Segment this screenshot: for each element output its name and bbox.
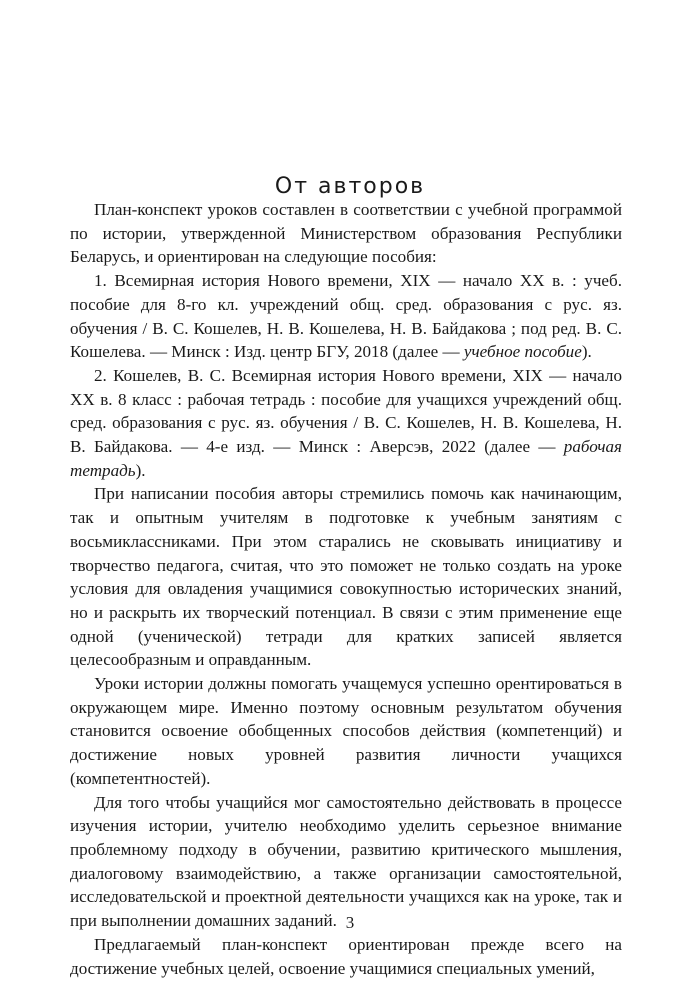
paragraph-plan-orientation: Предлагаемый план-конспект ориентирован прежде всего на достижение учебных целей, освоение учащимися специальных умений, bbox=[70, 934, 622, 978]
paragraph-reference-1: 1. Всемирная история Нового времени, XIX — начало XX в. : учеб. пособие для 8-го кл. учреждений общ. сред. образования с рус. яз. обучения / В. С. Кошелев, Н. В. Кошелева, Н. В. Байдакова ; под ред. В. С. Кошелева. — Минск : Изд. центр БГУ, 2018 (далее — учебное пособие). bbox=[70, 271, 622, 362]
paragraph-teacher-approach: Для того чтобы учащийся мог самостоятельно действовать в процессе изучения истории, учителю необходимо уделить серьезное внимание проблемному подходу в обучении, развитию критического мышления, диалоговому взаимодействию, а также организации самостоятельной, исследовательской и проектной деятельности учащихся как на уроке, так и при выполнении домашних заданий. bbox=[70, 792, 622, 931]
paragraph-intro: План-конспект уроков составлен в соответствии с учебной программой по истории, утвержденной Министерством образования Республики Беларусь, и ориентирован на следующие пособия: bbox=[70, 200, 622, 267]
emphasis-workbook: рабочая тетрадь bbox=[70, 437, 622, 480]
body-text bbox=[70, 198, 622, 980]
paragraph-authors-goal: При написании пособия авторы стремились помочь как начинающим, так и опытным учителям в подготовке к учебным занятиям с восьмиклассниками. При этом старались не сковывать инициативу и творчество педагога, считая, что это поможет не только создать на уроке условия для овладения учащимися совокупностью исторических знаний, но и раскрыть их творческий потенциал. В связи с этим применение еще одной (ученической) тетради для кратких записей является целесообразным и оправданным. bbox=[70, 484, 622, 670]
emphasis-textbook: учебное пособие bbox=[463, 342, 582, 362]
paragraph-lessons-purpose: Уроки истории должны помогать учащемуся успешно орентироваться в окружающем мире. Именно поэтому основным результатом обучения становится освоение обобщенных способов действия (компетенций) и достижение новых уровней развития личности учащихся (компетентностей). bbox=[70, 674, 622, 788]
page-title: От авторов bbox=[274, 174, 426, 199]
paragraph-reference-2: 2. Кошелев, В. С. Всемирная история Нового времени, XIX — начало XX в. 8 класс : рабочая тетрадь : пособие для учащихся учреждений общ. сред. образования с рус. яз. обучения / В. С. Кошелев, Н. В. Кошелева, Н. В. Байдакова. — 4-е изд. — Минск : Аверсэв, 2022 (далее — рабочая тетрадь). bbox=[70, 365, 622, 480]
page-number: 3 bbox=[345, 913, 355, 932]
